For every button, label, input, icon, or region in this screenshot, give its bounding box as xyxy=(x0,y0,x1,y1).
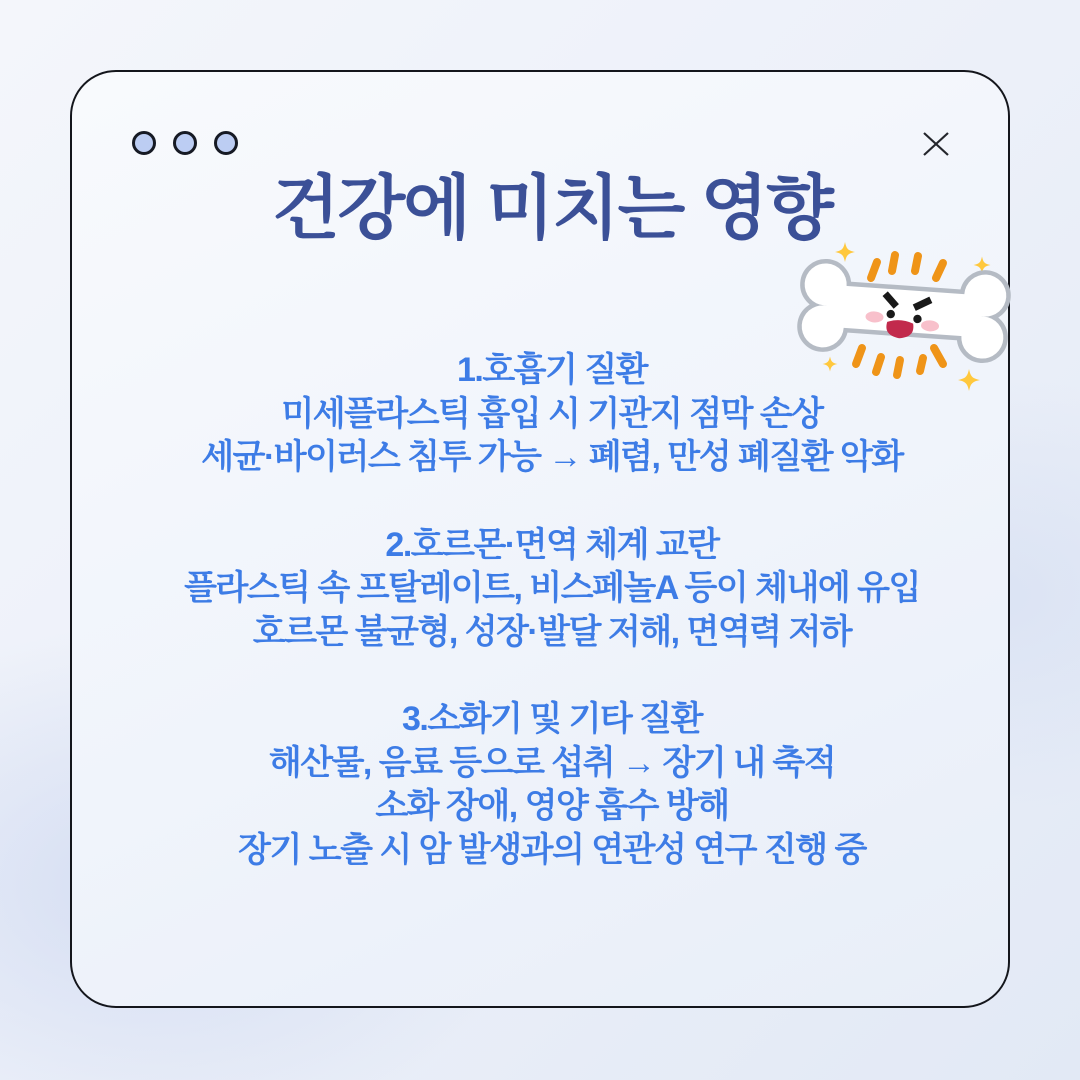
window-control-dot[interactable] xyxy=(214,131,238,155)
page-title: 건강에 미치는 영향 xyxy=(272,169,832,247)
section-line: 호르몬 불균형, 성장·발달 저해, 면역력 저하 xyxy=(252,612,852,651)
window-controls xyxy=(132,131,238,155)
close-button[interactable] xyxy=(920,128,952,160)
section-respiratory-disease xyxy=(72,349,1032,480)
bone-body xyxy=(798,260,1010,362)
section-line: 장기 노출 시 암 발생과의 연관성 연구 진행 중 xyxy=(238,830,866,869)
browser-window-card xyxy=(70,70,1010,1008)
section-line: 세균·바이러스 침투 가능 → 폐렴, 만성 폐질환 악화 xyxy=(201,438,903,476)
window-control-dot[interactable] xyxy=(132,131,156,155)
section-line: 플라스틱 속 프탈레이트, 비스페놀A 등이 체내에 유입 xyxy=(184,569,920,607)
section-heading: 2.호르몬·면역 체계 교란 xyxy=(385,525,719,564)
dash-rays-top xyxy=(871,255,943,278)
window-control-dot[interactable] xyxy=(173,131,197,155)
close-icon xyxy=(920,128,952,160)
section-line: 해산물, 음료 등으로 섭취 → 장기 내 축적 xyxy=(268,743,836,782)
section-hormone-immune xyxy=(72,524,1032,655)
section-heading: 1.호흡기 질환 xyxy=(456,351,648,389)
section-digestive-other xyxy=(72,698,1032,872)
content-sections xyxy=(72,349,1032,916)
section-line: 미세플라스틱 흡입 시 기관지 점막 손상 xyxy=(281,394,823,433)
section-line: 소화 장애, 영양 흡수 방해 xyxy=(375,787,729,825)
section-heading: 3.소화기 및 기타 질환 xyxy=(402,700,702,738)
